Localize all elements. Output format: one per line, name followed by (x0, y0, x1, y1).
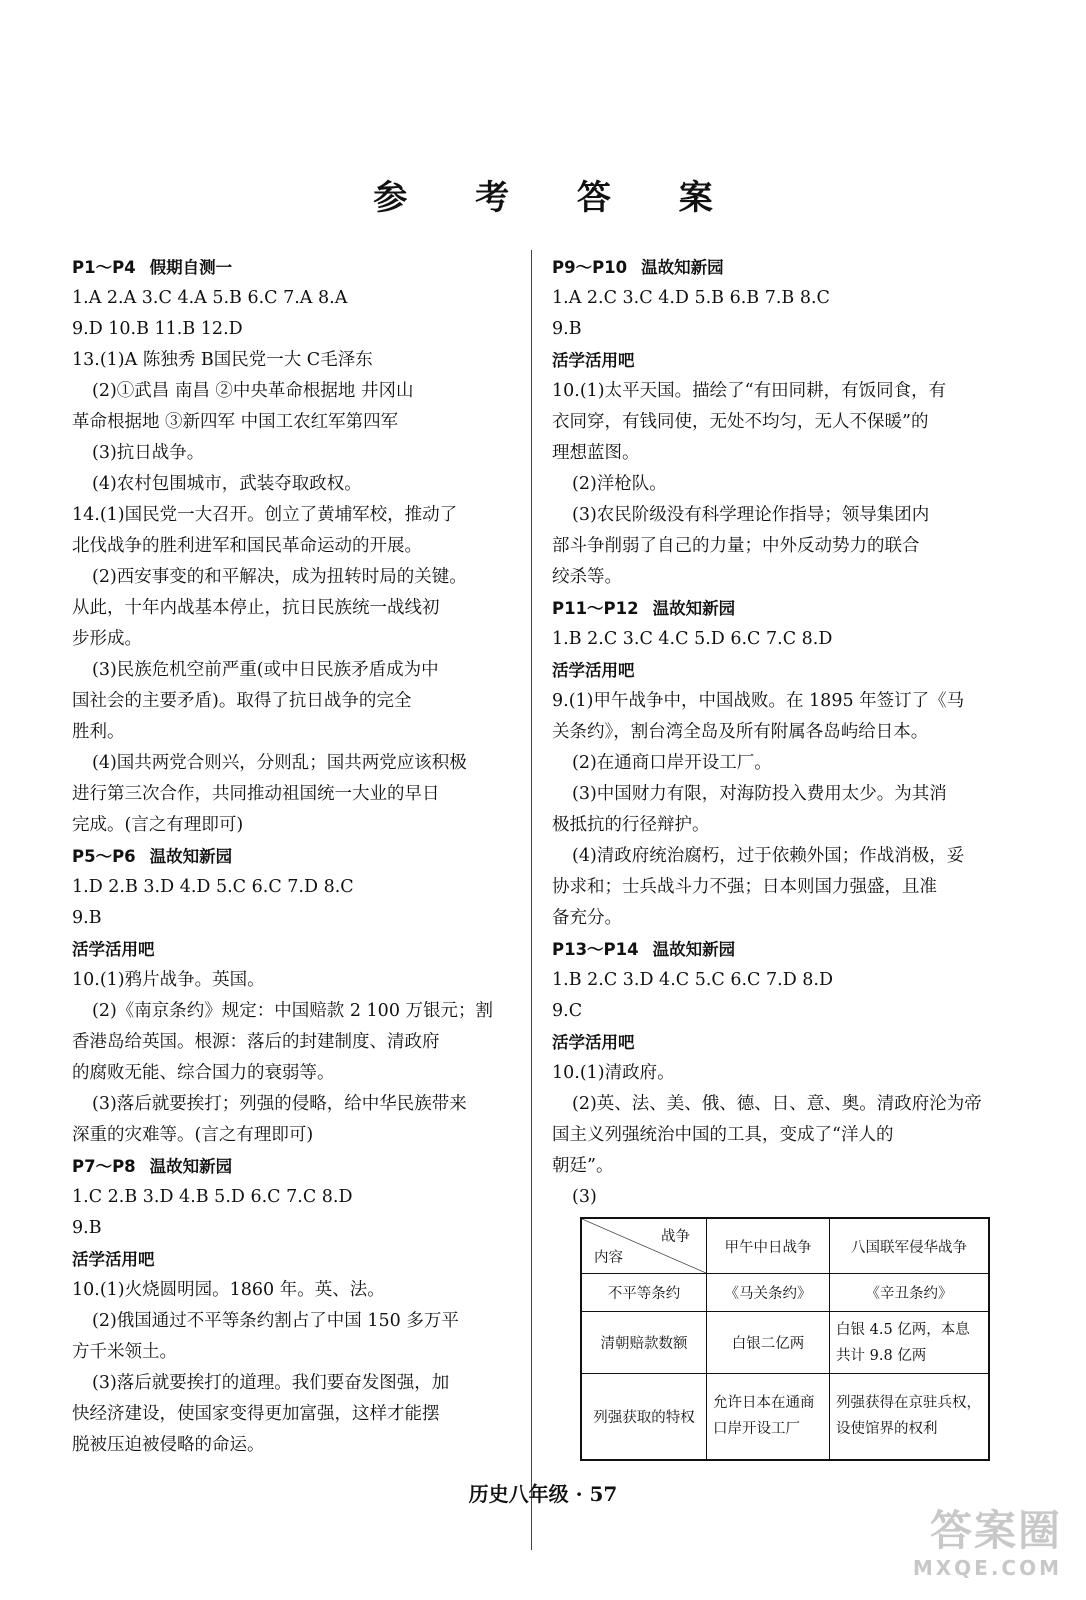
section-title: 温故知新园 (641, 258, 724, 277)
table-row-label: 清朝赔款数额 (581, 1312, 707, 1374)
table-cell: 允许日本在通商口岸开设工厂 (707, 1374, 830, 1460)
answer-line: 9.C (552, 1001, 583, 1021)
comparison-table-wrap (552, 1217, 1000, 1461)
answer-line: (2)①武昌 南昌 ②中央革命根据地 井冈山 (92, 381, 414, 401)
section-heading (72, 841, 520, 872)
answer-line: (3) (572, 1187, 597, 1207)
page-range: P5～P6 (72, 847, 136, 866)
table-cell: 《马关条约》 (707, 1274, 830, 1312)
answer-line: 9.B (72, 908, 102, 928)
answer-line: 脱被压迫被侵略的命运。 (72, 1435, 265, 1455)
table-cell: 《辛丑条约》 (830, 1274, 990, 1312)
answer-line: 进行第三次合作，共同推动祖国统一大业的早日 (72, 784, 440, 804)
section-title: 假期自测一 (149, 258, 233, 277)
left-column (72, 252, 520, 1461)
table-row-label: 列强获取的特权 (581, 1374, 707, 1460)
answer-line: (2)《南京条约》规定：中国赔款 2 100 万银元；割 (92, 1001, 494, 1021)
answer-line: 关条约》，割台湾全岛及所有附属各岛屿给日本。 (552, 722, 929, 742)
answer-line: (3)中国财力有限，对海防投入费用太少。为其消 (572, 784, 947, 804)
answer-line: (2)在通商口岸开设工厂。 (572, 753, 772, 773)
answer-line: 10.(1)鸦片战争。英国。 (72, 970, 265, 990)
section-heading (72, 934, 520, 965)
answer-line: 1.B 2.C 3.D 4.C 5.C 6.C 7.D 8.D (552, 970, 834, 990)
section-title: 温故知新园 (652, 599, 736, 618)
answer-line: 极抵抗的行径辩护。 (552, 815, 710, 835)
answer-line: 国主义列强统治中国的工具，变成了“洋人的 (552, 1125, 894, 1145)
page-title: 参 考 答 案 (373, 178, 741, 218)
answer-line: 步形成。 (72, 629, 142, 649)
answer-line: 朝廷”。 (552, 1156, 614, 1176)
table-row (581, 1274, 989, 1312)
page-range: P13～P14 (552, 940, 639, 959)
answer-line: (3)抗日战争。 (92, 443, 205, 463)
answer-line: (4)国共两党合则兴，分则乱；国共两党应该积极 (92, 753, 467, 773)
section-title: 温故知新园 (149, 1157, 233, 1176)
answer-line: (2)俄国通过不平等条约割占了中国 150 多万平 (92, 1311, 459, 1331)
answer-line: 9.D 10.B 11.B 12.D (72, 319, 243, 339)
section-title: 活学活用吧 (72, 1250, 155, 1269)
section-title: 活学活用吧 (552, 1033, 635, 1052)
answer-line: 1.D 2.B 3.D 4.D 5.C 6.C 7.D 8.C (72, 877, 354, 897)
answer-line: 深重的灾难等。(言之有理即可) (72, 1125, 314, 1145)
section-heading (72, 1151, 520, 1182)
answer-line: 10.(1)太平天国。描绘了“有田同耕，有饭同食，有 (552, 381, 947, 401)
watermark-text: 答案圈 (929, 1506, 1062, 1555)
diagonal-header-bottom: 内容 (594, 1250, 623, 1266)
section-title: 活学活用吧 (552, 351, 635, 370)
answer-line: (2)英、法、美、俄、德、日、意、奥。清政府沦为帝 (572, 1094, 982, 1114)
column-divider (531, 250, 532, 1550)
table-col-header: 八国联军侵华战争 (830, 1218, 990, 1274)
answer-line: (3)民族危机空前严重(或中日民族矛盾成为中 (92, 660, 439, 680)
section-heading (552, 345, 1000, 376)
answer-line: 协求和；士兵战斗力不强；日本则国力强盛，且准 (552, 877, 937, 897)
answer-line: 1.A 2.A 3.C 4.A 5.B 6.C 7.A 8.A (72, 288, 348, 308)
section-title: 活学活用吧 (72, 940, 155, 959)
section-heading (552, 252, 1000, 283)
answer-line: 革命根据地 ③新四军 中国工农红军第四军 (72, 412, 399, 432)
right-column (552, 252, 1000, 1461)
answer-line: 9.B (72, 1218, 102, 1238)
table-header-row (581, 1218, 989, 1274)
section-heading (552, 1027, 1000, 1058)
answer-line: 衣同穿，有钱同使，无处不均匀，无人不保暖”的 (552, 412, 929, 432)
comparison-table (580, 1217, 990, 1461)
watermark-logo (912, 1506, 1062, 1580)
answer-line: 胜利。 (72, 722, 125, 742)
answer-line: 香港岛给英国。根源：落后的封建制度、清政府 (72, 1032, 440, 1052)
answer-line: 1.C 2.B 3.D 4.B 5.D 6.C 7.C 8.D (72, 1187, 353, 1207)
answer-line: 1.A 2.C 3.C 4.D 5.B 6.B 7.B 8.C (552, 288, 830, 308)
page-range: P11～P12 (552, 599, 639, 618)
answer-line: 13.(1)A 陈独秀 B国民党一大 C毛泽东 (72, 350, 373, 370)
answer-line: 9.B (552, 319, 582, 339)
section-heading (552, 934, 1000, 965)
answer-line: (2)洋枪队。 (572, 474, 667, 494)
answer-line: (2)西安事变的和平解决，成为扭转时局的关键。 (92, 567, 467, 587)
answer-line: 1.B 2.C 3.C 4.C 5.D 6.C 7.C 8.D (552, 629, 833, 649)
table-row-label: 不平等条约 (581, 1274, 707, 1312)
section-title: 活学活用吧 (552, 661, 635, 680)
page-range: P1～P4 (72, 258, 136, 277)
answer-line: (3)农民阶级没有科学理论作指导；领导集团内 (572, 505, 930, 525)
section-heading (72, 1244, 520, 1275)
answer-line: 快经济建设，使国家变得更加富强，这样才能摆 (72, 1404, 440, 1424)
answer-line: 备充分。 (552, 908, 622, 928)
answer-line: 10.(1)清政府。 (552, 1063, 675, 1083)
answer-line: (3)落后就要挨打；列强的侵略，给中华民族带来 (92, 1094, 467, 1114)
table-col-header: 甲午中日战争 (707, 1218, 830, 1274)
answer-line: (3)落后就要挨打的道理。我们要奋发图强，加 (92, 1373, 450, 1393)
answer-line: 10.(1)火烧圆明园。1860 年。英、法。 (72, 1280, 385, 1300)
section-heading (72, 252, 520, 283)
table-cell: 白银 4.5 亿两，本息共计 9.8 亿两 (830, 1312, 990, 1374)
page-range: P9～P10 (552, 258, 628, 277)
answer-line: 方千米领土。 (72, 1342, 177, 1362)
answer-line: 9.(1)甲午战争中，中国战败。在 1895 年签订了《马 (552, 691, 965, 711)
answer-line: 国社会的主要矛盾)。取得了抗日战争的完全 (72, 691, 412, 711)
page-footer: 历史八年级 · 57 (468, 1482, 618, 1506)
diagonal-header-cell (581, 1218, 707, 1274)
table-cell: 白银二亿两 (707, 1312, 830, 1374)
answer-line: 从此，十年内战基本停止，抗日民族统一战线初 (72, 598, 440, 618)
page-range: P7～P8 (72, 1157, 136, 1176)
answer-line: 14.(1)国民党一大召开。创立了黄埔军校，推动了 (72, 505, 458, 525)
answer-line: 理想蓝图。 (552, 443, 640, 463)
section-title: 温故知新园 (149, 847, 233, 866)
answer-line: (4)清政府统治腐朽，过于依赖外国；作战消极，妥 (572, 846, 965, 866)
table-row (581, 1374, 989, 1460)
diagonal-header-top: 战争 (661, 1229, 690, 1245)
table-row (581, 1312, 989, 1374)
answer-line: 的腐败无能、综合国力的衰弱等。 (72, 1063, 335, 1083)
answer-line: (4)农村包围城市，武装夺取政权。 (92, 474, 362, 494)
answer-line: 绞杀等。 (552, 567, 622, 587)
answer-line: 部斗争削弱了自己的力量；中外反动势力的联合 (552, 536, 920, 556)
section-heading (552, 593, 1000, 624)
table-cell: 列强获得在京驻兵权，设使馆界的权利 (830, 1374, 990, 1460)
answer-line: 完成。(言之有理即可) (72, 815, 244, 835)
watermark-url: MXQE.COM (912, 1556, 1062, 1580)
answer-line: 北伐战争的胜利进军和国民革命运动的开展。 (72, 536, 422, 556)
section-heading (552, 655, 1000, 686)
section-title: 温故知新园 (652, 940, 736, 959)
